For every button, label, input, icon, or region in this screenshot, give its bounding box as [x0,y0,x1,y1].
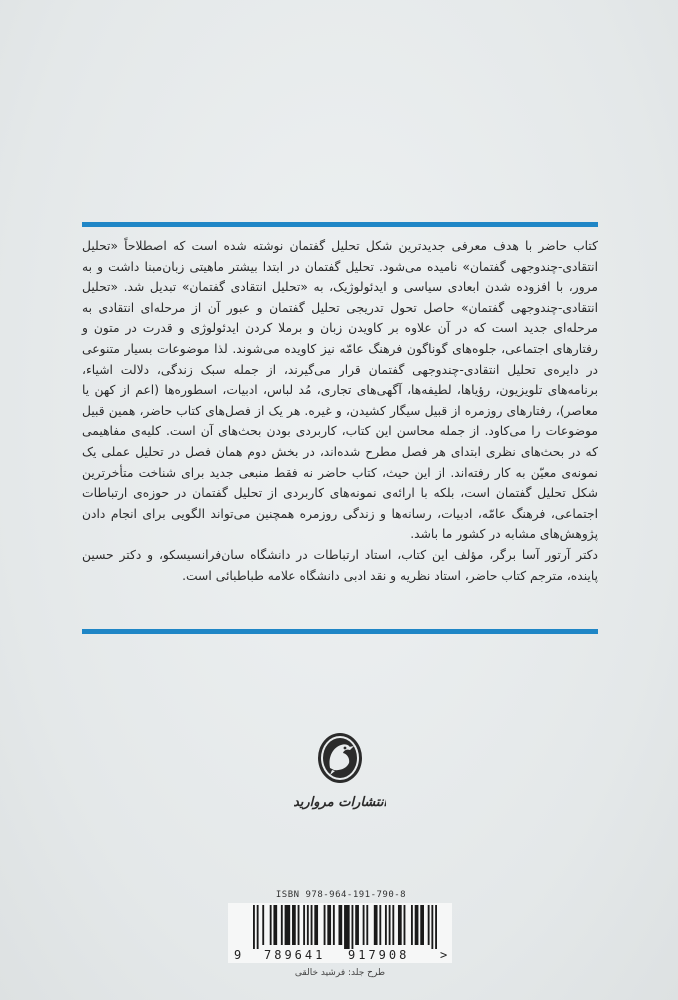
cover-designer-credit: طرح جلد: فرشید خالقی [294,968,386,978]
barcode-bar [431,905,433,949]
barcode-bar [285,905,291,945]
barcode-bar [428,905,430,945]
barcode-bar [411,905,413,945]
barcode-bar [324,905,326,945]
barcode-bar [314,905,318,945]
top-accent-rule [82,222,598,227]
book-description [82,236,598,586]
barcode-digit-lead: 9 [234,948,242,962]
publisher-name: انتشارات مروارید [294,795,386,810]
barcode [253,905,437,949]
barcode-bar [307,905,309,945]
barcode-bar [398,905,402,945]
barcode-bar [379,905,381,945]
barcode-digits [230,948,452,962]
barcode-bar [333,905,335,945]
barcode-quiet-marker: > [440,948,448,962]
barcode-bar [363,905,365,945]
barcode-bar [281,905,283,945]
barcode-bar [303,905,305,945]
barcode-bar [389,905,391,945]
barcode-bar [338,905,342,945]
barcode-bar [352,905,354,949]
barcode-bar [253,905,255,949]
barcode-bar [404,905,406,945]
barcode-bar [292,905,296,945]
barcode-bar [273,905,277,945]
description-paragraph-1: کتاب حاضر با هدف معرفی جدیدترین شکل تحلیل گفتمان نوشته شده است که اصطلاحاً «تحلیل انتقادی-چندوجهی گفتمان» نامیده می‌شود. تحلیل گفتمان در ابتدا بیشتر ماهیتی زبان‌مبنا داشت و به مرور، با افزوده شدن ابعادی سیاسی و ایدئولوژیک، به «تحلیل انتقادی گفتمان» تبدیل شد. «تحلیل انتقادی-چندوجهی گفتمان» حاصل تحول تدریجی تحلیل گفتمان و عبور آن از مرحله‌ای انتقادی به مرحله‌ای جدید است که در آن علاوه بر کاویدن زبان و برملا کردن ایدئولوژی و قدرت در متون و رفتارهای اجتماعی، جلوه‌های گوناگون فرهنگ عامّه نیز کاویده می‌شوند. لذا موضوعات بسیار متنوعی در دایره‌ی تحلیل انتقادی-چندوجهی گفتمان قرار می‌گیرند، از جمله سبک زندگی، دلالت اشیاء، برنامه‌های تلویزیون، رؤیاها، لطیفه‌ها، آگهی‌های تجاری، مُد لباس، ادبیات، اسطوره‌ها (اعم از کهن یا معاصر)، رفتارهای روزمره از قبیل سیگار کشیدن، و غیره. هر یک از فصل‌های کتاب حاضر، همین قبیل موضوعات را می‌کاود. از جمله محاسن این کتاب، کاربردی بودن بحث‌های آن است. کلیه‌ی مفاهیمی که در بحث‌های نظری ابتدای هر فصل مطرح شده‌اند، در بخش دوم همان فصل در تحلیل عملی یک نمونه‌ی معیّن به کار رفته‌اند. از این حیث، کتاب حاضر نه فقط منبعی جدید برای شناخت متأخرترین شکل تحلیل گفتمان است، بلکه با ارائه‌ی نمونه‌های کاربردی از تحلیل گفتمان در حوزه‌ی ارتباطات اجتماعی، فرهنگ عامّه، ادبیات، رسانه‌ها و زندگی روزمره همچنین می‌تواند الگویی برای انجام دادن پژوهش‌های مشابه در کشور ما باشد. [82,239,598,542]
barcode-bar [257,905,259,949]
bottom-accent-rule [82,629,598,634]
barcode-bar [366,905,368,945]
barcode-bar [420,905,424,945]
barcode-bar [415,905,419,945]
barcode-digits-left: 789641 [264,948,326,962]
barcode-bar [262,905,264,945]
description-paragraph-2: دکتر آرتور آسا برگر، مؤلف این کتاب، استاد ارتباطات در دانشگاه سان‌فرانسیسکو، و دکتر حسین پاینده، مترجم کتاب حاضر، استاد نظریه و نقد ادبی دانشگاه علامه طباطبائی است. [82,547,598,583]
barcode-bar [270,905,272,945]
barcode-bar [344,905,350,949]
barcode-bar [435,905,437,949]
barcode-bar [392,905,394,945]
barcode-bar [327,905,331,945]
barcode-bar [385,905,387,945]
barcode-digits-right: 917908 [348,948,410,962]
barcode-bar [374,905,378,945]
isbn-label: ISBN 978-964-191-790-8 [275,890,407,900]
barcode-bar [311,905,313,945]
barcode-bar [355,905,359,945]
barcode-bar [298,905,300,945]
bird-seal-logo-icon [294,728,386,820]
